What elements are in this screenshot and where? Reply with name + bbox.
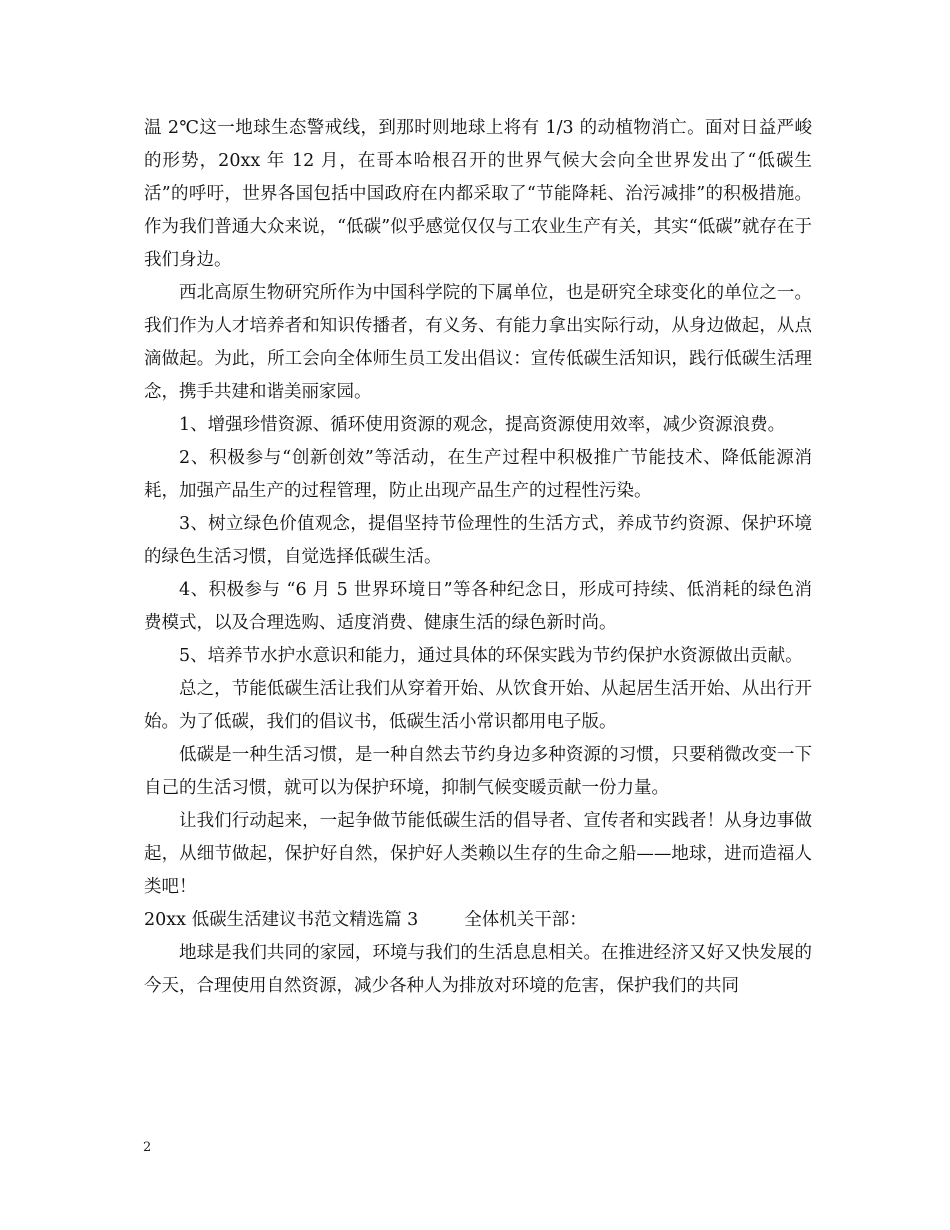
section-heading-addressee: 全体机关干部：: [464, 910, 587, 930]
paragraph-call-to-action: 让我们行动起来，一起争做节能低碳生活的倡导者、宣传者和实践者！从身边事做起，从细节做起，保护好自然，保护好人类赖以生存的生命之船——地球，进而造福人类吧！: [144, 811, 812, 897]
proposal-item-4: 4、积极参与 “6 月 5 世界环境日”等各种纪念日，形成可持续、低消耗的绿色消费模式，以及合理选购、适度消费、健康生活的绿色新时尚。: [144, 580, 812, 633]
proposal-item-1: 1、增强珍惜资源、循环使用资源的观念，提高资源使用效率，减少资源浪费。: [179, 415, 786, 435]
section-heading: [144, 904, 812, 937]
paragraph-habit: 低碳是一种生活习惯，是一种自然去节约身边多种资源的习惯，只要稍微改变一下自己的生活习惯，就可以为保护环境，抑制气候变暖贡献一份力量。: [144, 745, 812, 798]
proposal-item-3: 3、树立绿色价值观念，提倡坚持节俭理性的生活方式，养成节约资源、保护环境的绿色生活习惯，自觉选择低碳生活。: [144, 514, 812, 567]
paragraph-institute: 西北高原生物研究所作为中国科学院的下属单位，也是研究全球变化的单位之一。我们作为人才培养者和知识传播者，有义务、有能力拿出实际行动，从身边做起，从点滴做起。为此，所工会向全体师生员工发出倡议：宣传低碳生活知识，践行低碳生活理念，携手共建和谐美丽家园。: [144, 283, 812, 402]
paragraph-summary: 总之，节能低碳生活让我们从穿着开始、从饮食开始、从起居生活开始、从出行开始。为了低碳，我们的倡议书，低碳生活小常识都用电子版。: [144, 679, 812, 732]
proposal-item-5: 5、培养节水护水意识和能力，通过具体的环保实践为节约保护水资源做出贡献。: [179, 646, 803, 666]
proposal-item-2: 2、积极参与“创新创效”等活动，在生产过程中积极推广节能技术、降低能源消耗，加强产品生产的过程管理，防止出现产品生产的过程性污染。: [144, 448, 812, 501]
paragraph-continuation: 温 2℃这一地球生态警戒线，到那时则地球上将有 1/3 的动植物消亡。面对日益严峻的形势，20xx 年 12 月，在哥本哈根召开的世界气候大会向全世界发出了“低碳生活”的呼吁，世界各国包括中国政府在内都采取了“节能降耗、治污减排”的积极措施。作为我们普通大众来说，“低碳”似乎感觉仅仅与工农业生产有关，其实“低碳”就存在于我们身边。: [144, 118, 812, 270]
paragraph-earth-home: 地球是我们共同的家园，环境与我们的生活息息相关。在推进经济又好又快发展的今天，合理使用自然资源，减少各种人为排放对环境的危害，保护我们的共同: [144, 943, 812, 996]
document-body: [144, 112, 812, 1003]
section-heading-title: 20xx 低碳生活建议书范文精选篇 3: [144, 910, 419, 930]
page-number: 2: [143, 1140, 152, 1155]
